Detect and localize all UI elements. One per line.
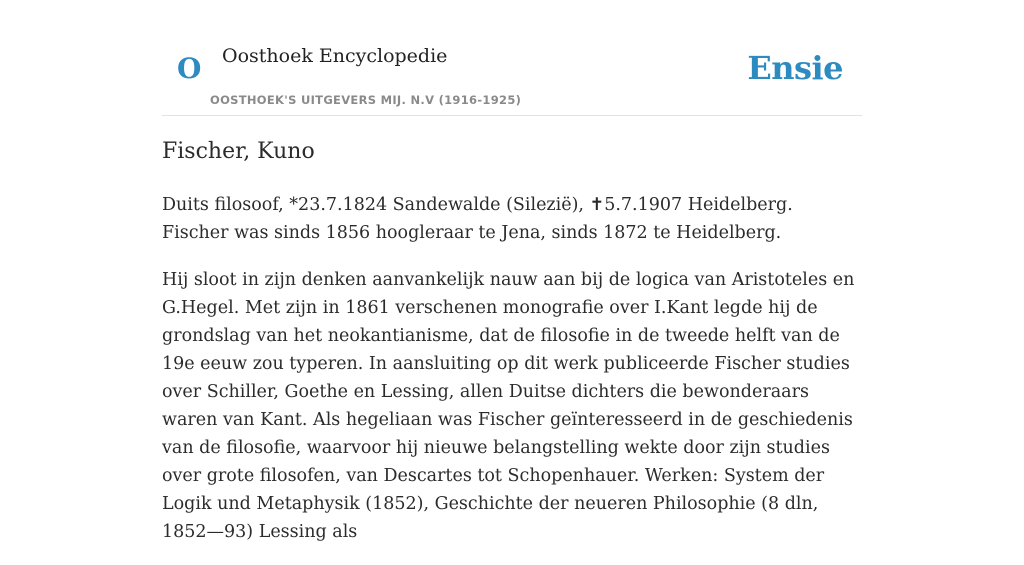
site-name-link[interactable]: Oosthoek Encyclopedie [222, 45, 448, 67]
site-logo-icon[interactable]: O [177, 52, 202, 85]
entry-body [162, 191, 862, 565]
ensie-brand-logo[interactable]: Ensie [747, 49, 843, 87]
page-container [162, 0, 862, 542]
entry-paragraph: Duits filosoof, *23.7.1824 Sandewalde (Silezië), ✝5.7.1907 Heidelberg. Fischer was sinds 1856 hoogleraar te Jena, sinds 1872 te Heidelberg. [162, 195, 793, 243]
site-header [162, 0, 862, 116]
publisher-label: OOSTHOEK'S UITGEVERS MIJ. N.V (1916-1925) [210, 93, 522, 107]
entry-paragraph: Hij sloot in zijn denken aanvankelijk nauw aan bij de logica van Aristoteles en G.Hegel. Met zijn in 1861 verschenen monografie over I.Kant legde hij de grondslag van het neokantianisme, dat de filosofie in de tweede helft van de 19e eeuw zou typeren. In aansluiting op dit werk publiceerde Fischer studies over Schiller, Goethe en Lessing, allen Duitse dichters die bewonderaars waren van Kant. Als hegeliaan was Fischer geïnteresseerd in de geschiedenis van de filosofie, waarvoor hij nieuwe belangstelling wekte door zijn studies over grote filosofen, van Descartes tot Schopenhauer. Werken: System der Logik und Metaphysik (1852), Geschichte der neueren Philosophie (8 dln, 1852—93) Lessing als [162, 270, 855, 542]
entry-title: Fischer, Kuno [162, 139, 315, 164]
